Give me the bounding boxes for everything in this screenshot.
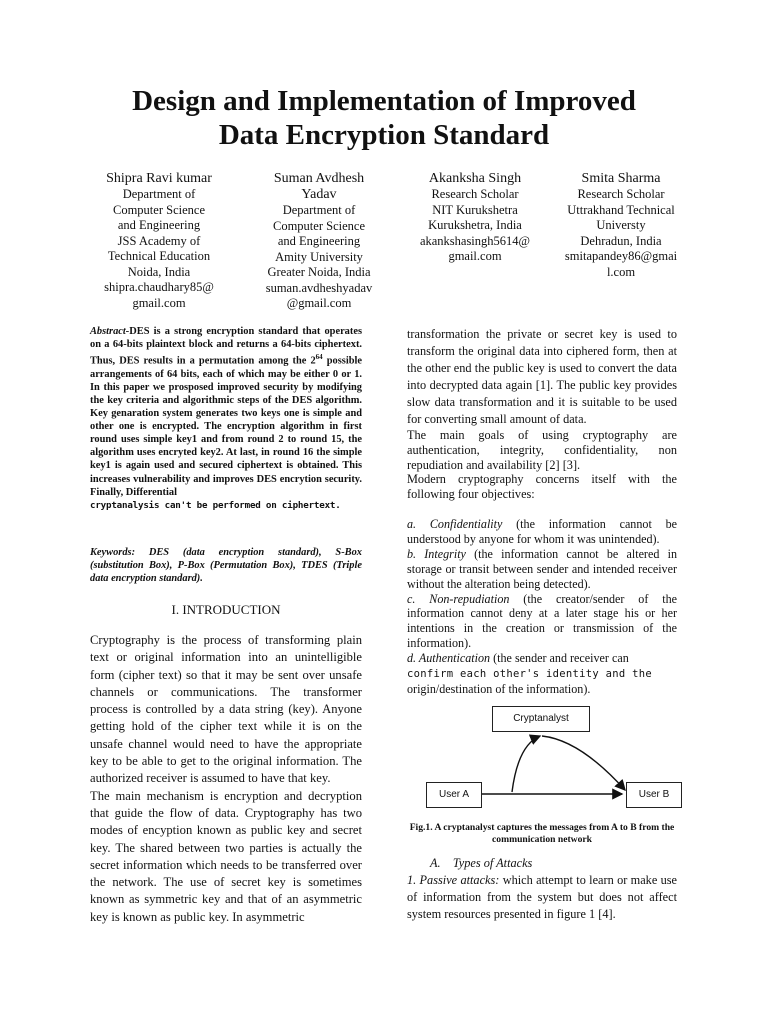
author-affiliation: Department of Computer Science and Engineering Amity University Greater Noida, India suman.avdheshyadav @gmail.com xyxy=(265,203,373,310)
author-3 xyxy=(400,171,550,265)
title-line-1: Design and Implementation of Improved xyxy=(132,85,636,117)
intercept-arrow-up xyxy=(512,736,540,792)
figure-1-caption: Fig.1. A cryptanalyst captures the messages from A to B from the communication network xyxy=(409,822,675,845)
author-2 xyxy=(244,171,394,312)
objective-label: d. Authentication xyxy=(407,651,491,666)
section-number: I xyxy=(171,602,176,617)
author-1 xyxy=(84,171,234,311)
objective-confidentiality xyxy=(407,517,677,547)
objective-label: b. Integrity xyxy=(407,546,466,561)
abstract-label: Abstract- xyxy=(90,326,130,337)
section-title: . INTRODUCTION xyxy=(175,602,281,617)
introduction-body xyxy=(90,632,362,926)
passive-attacks-paragraph xyxy=(407,872,677,923)
objective-non-repudiation xyxy=(407,592,677,652)
intro-paragraph-2: The main mechanism is encryption and decryption that guide the flow of data. Cryptography has two modes of encyption known as public key and secret key. The shared between two parties is actually the secret information which needs to be transferred over the network. The use of secret key is sometimes known as symmetric key and that of an asymmetric key is known as public key. In asymmetric xyxy=(90,788,362,924)
modern-paragraph: Modern cryptography concerns itself with the following four objectives: xyxy=(407,472,677,502)
title-line-2: Data Encryption Standard xyxy=(218,119,550,151)
author-4 xyxy=(546,171,696,280)
abstract xyxy=(90,325,362,512)
author-name: Akanksha Singh xyxy=(428,171,522,186)
objective-text: (the creator/sender of the information cannot deny at a later stage his or her intentions in the creation or transmission of the information). xyxy=(407,591,678,651)
figure-1-diagram xyxy=(420,700,690,818)
objective-label: a. Confidentiality xyxy=(407,517,503,531)
author-affiliation: Research Scholar NIT Kurukshetra Kurukshetra, India akankshasingh5614@ gmail.com xyxy=(419,187,531,263)
author-affiliation: Department of Computer Science and Engineering JSS Academy of Technical Education Noida, India shipra.chaudhary85@ gmail.com xyxy=(104,187,214,310)
objective-integrity xyxy=(407,547,677,592)
abstract-text-b: possible arrangements of 64 bits, each of which may be either 0 or 1. In this paper we prosposed improved security by modifying the key criteria and algorithmic steps of the DES algorithm. Key genaration system generates two keys one is simple and other one is encrypted. The encryption algorithm in first round uses simple key1 and from round 2 to round 15, the algorithm uses encryted key2. At last, in round 16 the simple key1 is again used and secured ciphertext is obtained. This increases vulnerability and improves DES encrytion security. Finally, Differential xyxy=(90,355,362,498)
objectives-list xyxy=(407,517,677,697)
keywords: Keywords: DES (data encryption standard), S-Box (substitution Box), P-Box (Permutation Box), TDES (Triple data encryption standard). xyxy=(90,547,362,585)
user-a-box: User A xyxy=(426,782,482,808)
author-name: Smita Sharma xyxy=(581,171,661,186)
author-name: Shipra Ravi kumar xyxy=(106,171,212,186)
abstract-last-line: cryptanalysis can't be performed on ciphertext. xyxy=(90,499,341,511)
right-column-paragraph-1: transformation the private or secret key is used to transform the original data into ciphered form, then at the other end the public key is used to convert the data into decrypted data again [1]. The public key provides slow data transformation and it is suitable to be used for converting small amount of data. xyxy=(407,327,677,426)
abstract-text-a: DES is a strong encryption standard that operates on a 64-bits plaintext block and returns a 64-bits ciphertext. Thus, DES results in a permutation among the 2 xyxy=(90,326,362,367)
author-affiliation: Research Scholar Uttrakhand Technical Universty Dehradun, India smitapandey86@gmai l.com xyxy=(564,187,678,279)
author-name: Suman Avdhesh Yadav xyxy=(273,171,365,202)
abstract-sup: 64 xyxy=(315,353,323,362)
user-b-box: User B xyxy=(626,782,682,808)
intro-paragraph-1: Cryptography is the process of transforming plain text or original information into an unintelligible form (cipher text) so that it may be sent over unsafe channels or communications. The transformer process is controlled by a data string (key). Anyone getting hold of the cipher text while it is on the unsafe channel would need to have the appropriate key to be able to get to the original information. The authorized receiver is assumed to have that key. xyxy=(90,633,362,786)
cryptanalyst-box: Cryptanalyst xyxy=(492,706,590,732)
passive-attacks-text: which attempt to learn or make use of information from the system but does not affect system resources presented in figure 1 [4]. xyxy=(407,873,677,921)
intercept-arrow-down xyxy=(542,736,625,790)
objective-label: c. Non-repudiation xyxy=(407,591,510,606)
objective-text-end: origin/destination of the information). xyxy=(407,681,591,696)
objective-text-mono: confirm each other's identity and the xyxy=(407,668,652,681)
section-heading-introduction xyxy=(90,602,362,618)
passive-attacks-label: 1. Passive attacks: xyxy=(407,873,500,887)
objective-text: (the sender and receiver can xyxy=(490,651,629,666)
objective-text: (the information cannot be understood by anyone for whom it was unintended). xyxy=(407,517,677,546)
subsection-heading-types-of-attacks: A. Types of Attacks xyxy=(430,856,533,870)
objective-text: (the information cannot be altered in storage or transit between sender and intended receiver without the alteration being detected). xyxy=(407,546,677,591)
paper-title xyxy=(60,84,708,152)
goals-block xyxy=(407,428,677,502)
objective-authentication xyxy=(407,651,677,697)
goals-paragraph: The main goals of using cryptography are authentication, integrity, confidentiality, non repudiation and availability [2] [3]. xyxy=(407,428,677,472)
